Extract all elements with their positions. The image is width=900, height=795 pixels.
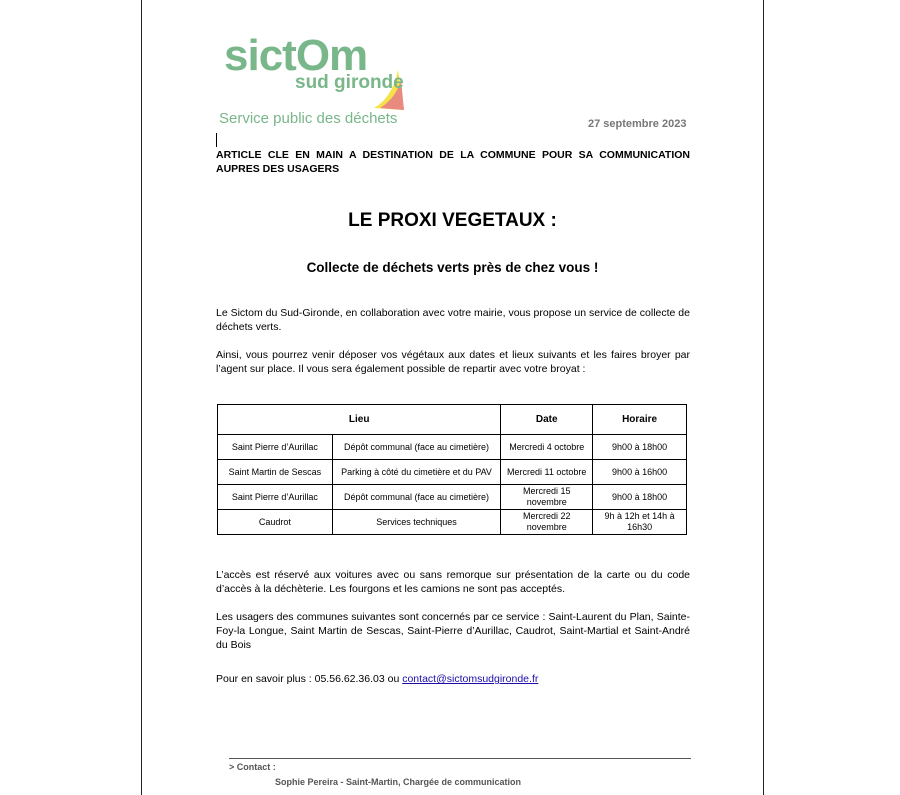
- header-lieu: Lieu: [218, 405, 501, 435]
- document-page: [141, 0, 764, 795]
- logo-name: sictOm: [224, 31, 368, 80]
- intro-paragraph: Le Sictom du Sud-Gironde, en collaboration avec votre mairie, vous propose un service de collecte de déchets verts.: [216, 307, 690, 333]
- table-row: [218, 510, 687, 535]
- cell-site: Services techniques: [332, 510, 501, 535]
- cell-horaire: 9h00 à 18h00: [593, 435, 687, 460]
- cell-horaire: 9h à 12h et 14h à 16h30: [593, 510, 687, 535]
- schedule-table: [217, 404, 687, 535]
- document-subtitle: Collecte de déchets verts près de chez vous !: [306, 260, 599, 275]
- header-date: Date: [501, 405, 593, 435]
- header-horaire: Horaire: [593, 405, 687, 435]
- cell-site: Dépôt communal (face au cimetière): [332, 485, 501, 510]
- cell-horaire: 9h00 à 18h00: [593, 485, 687, 510]
- subject-line-2: AUPRES DES USAGERS: [216, 163, 340, 175]
- cell-horaire: 9h00 à 16h00: [593, 460, 687, 485]
- info-prefix: Pour en savoir plus : 05.56.62.36.03 ou: [216, 673, 403, 685]
- text-cursor: [216, 133, 217, 147]
- cell-date: Mercredi 11 octobre: [501, 460, 593, 485]
- info-line: [216, 672, 690, 686]
- footer-contact-name: Sophie Pereira - Saint-Martin, Chargée de communication: [275, 777, 522, 787]
- cell-site: Parking à côté du cimetière et du PAV: [332, 460, 501, 485]
- footer-divider: [229, 758, 691, 759]
- table-row: [218, 435, 687, 460]
- cell-commune: Saint Pierre d’Aurillac: [218, 485, 333, 510]
- cell-commune: Saint Martin de Sescas: [218, 460, 333, 485]
- cell-site: Dépôt communal (face au cimetière): [332, 435, 501, 460]
- footer-contact-label: > Contact :: [229, 762, 276, 772]
- cell-date: Mercredi 15 novembre: [501, 485, 593, 510]
- access-paragraph: L’accès est réservé aux voitures avec ou sans remorque sur présentation de la carte ou du code d’accès à la déchèterie. Les fourgons et les camions ne sont pas acceptés.: [216, 569, 690, 595]
- subject-line-1: ARTICLE CLE EN MAIN A DESTINATION DE LA COMMUNE POUR SA COMMUNICATION: [216, 149, 690, 161]
- cell-commune: Caudrot: [218, 510, 333, 535]
- document-date: 27 septembre 2023: [588, 118, 687, 130]
- cell-date: Mercredi 22 novembre: [501, 510, 593, 535]
- table-header-row: [218, 405, 687, 435]
- details-paragraph: Ainsi, vous pourrez venir déposer vos végétaux aux dates et lieux suivants et les faires broyer par l’agent sur place. Il vous sera également possible de repartir avec votre broyat :: [216, 349, 690, 375]
- table-row: [218, 460, 687, 485]
- cell-date: Mercredi 4 octobre: [501, 435, 593, 460]
- contact-email-link[interactable]: contact@sictomsudgironde.fr: [402, 673, 539, 685]
- table-row: [218, 485, 687, 510]
- cell-commune: Saint Pierre d’Aurillac: [218, 435, 333, 460]
- logo-region: sud gironde: [295, 72, 404, 93]
- communes-paragraph: Les usagers des communes suivantes sont concernés par ce service : Saint-Laurent du Plan, Sainte-Foy-la Longue, Saint Martin de Sescas, Saint-Pierre d’Aurillac, Caudrot, Saint-Martial et Saint-André du Bois: [216, 611, 690, 651]
- logo-tagline: Service public des déchets: [219, 110, 398, 127]
- document-title: LE PROXI VEGETAUX :: [348, 210, 557, 231]
